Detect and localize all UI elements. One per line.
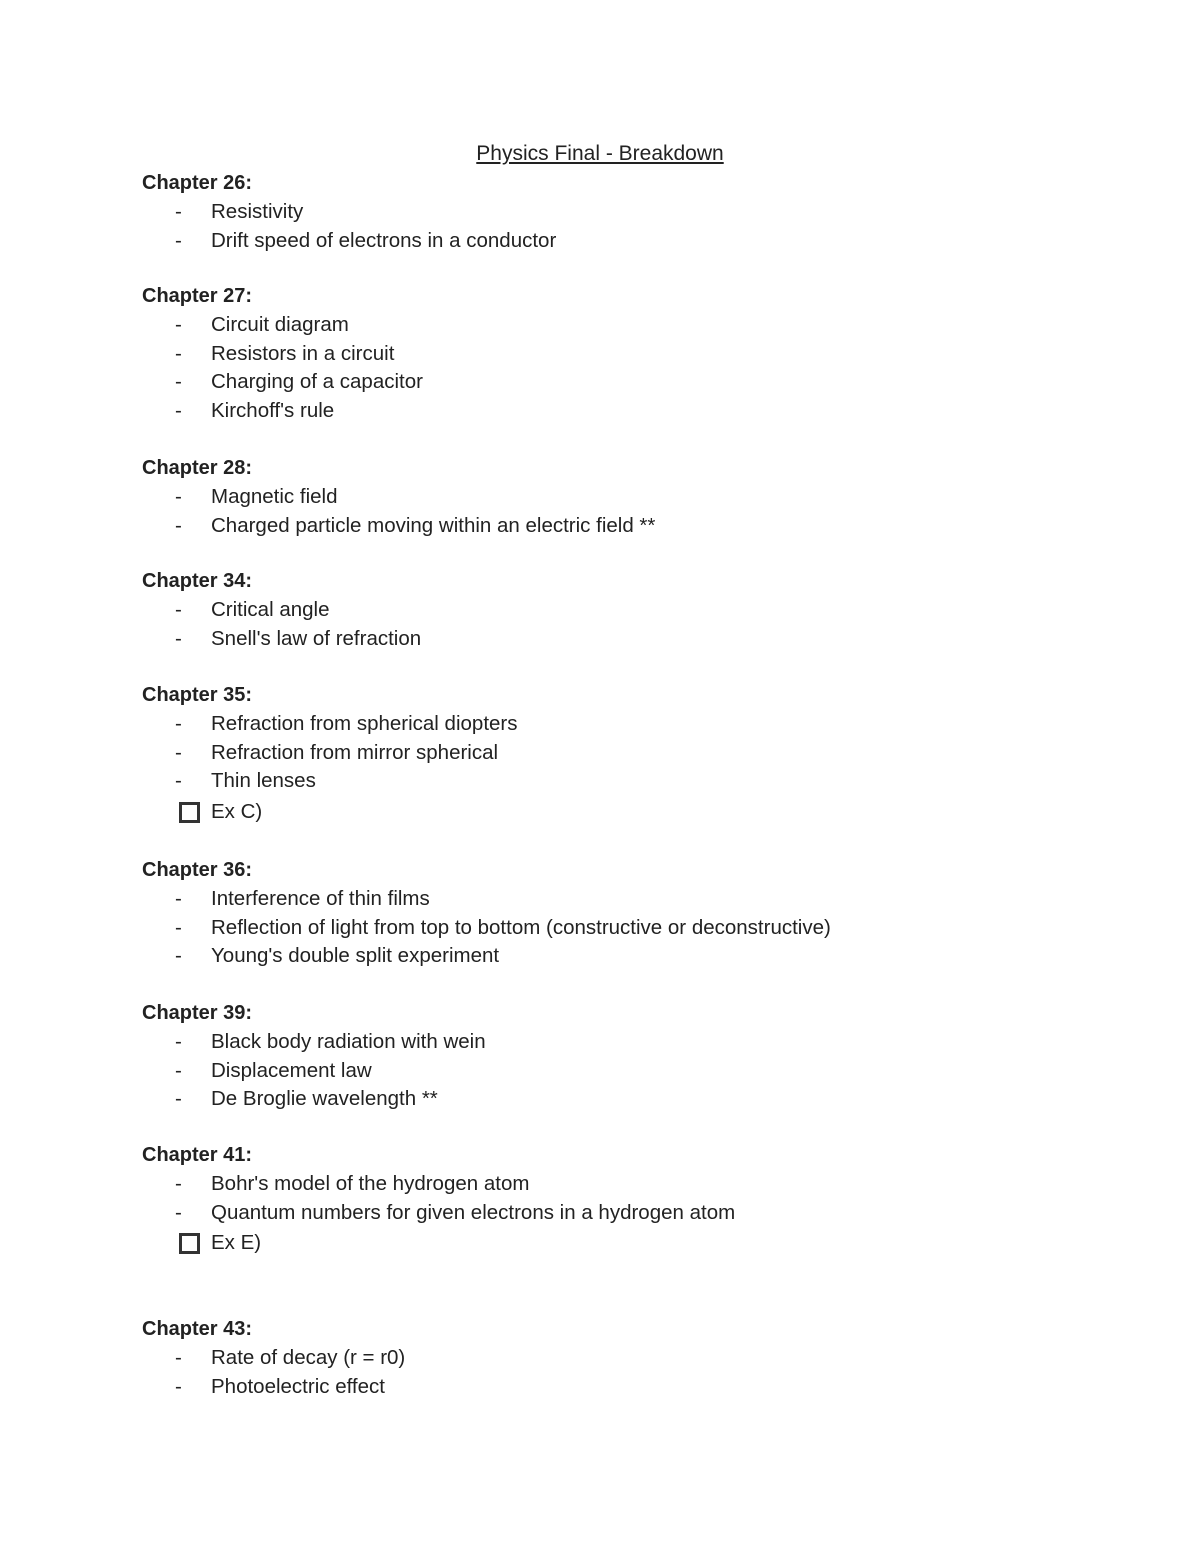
list-item-text: Charged particle moving within an electric field ** bbox=[211, 513, 656, 537]
dash-bullet: - bbox=[175, 769, 182, 793]
dash-bullet: - bbox=[175, 1058, 182, 1082]
chapter-heading: Chapter 43: bbox=[142, 1318, 253, 1340]
chapter-section bbox=[142, 455, 1042, 540]
chapter-heading: Chapter 27: bbox=[142, 285, 253, 307]
list-item-text: Resistors in a circuit bbox=[211, 341, 395, 365]
dash-bullet: - bbox=[175, 341, 182, 365]
dash-bullet: - bbox=[175, 915, 182, 939]
dash-bullet: - bbox=[175, 1374, 182, 1398]
list-item bbox=[142, 1170, 1042, 1199]
checklist-item-text: Ex C) bbox=[211, 800, 263, 824]
chapter-heading: Chapter 41: bbox=[142, 1144, 253, 1166]
dash-bullet: - bbox=[175, 313, 182, 336]
chapter-section bbox=[142, 283, 1042, 426]
chapter-heading: Chapter 35: bbox=[142, 684, 253, 706]
dash-bullet: - bbox=[175, 1030, 182, 1053]
list-item-text: Snell's law of refraction bbox=[211, 626, 422, 650]
chapter-heading: Chapter 36: bbox=[142, 859, 253, 881]
list-item bbox=[142, 397, 1042, 426]
list-item-text: Charging of a capacitor bbox=[211, 370, 423, 394]
checkbox-icon[interactable] bbox=[179, 1233, 200, 1254]
list-item-text: Quantum numbers for given electrons in a hydrogen atom bbox=[211, 1200, 736, 1224]
dash-bullet: - bbox=[175, 513, 182, 537]
list-item-text: De Broglie wavelength ** bbox=[211, 1087, 438, 1111]
dash-bullet: - bbox=[175, 740, 182, 764]
checklist-item bbox=[142, 1227, 1042, 1259]
dash-bullet: - bbox=[175, 200, 182, 223]
list-item bbox=[142, 198, 1042, 227]
dash-bullet: - bbox=[175, 1087, 182, 1111]
chapter-section bbox=[142, 857, 1042, 971]
chapter-section bbox=[142, 1316, 1042, 1401]
list-item-text: Critical angle bbox=[211, 598, 330, 621]
list-item-text: Interference of thin films bbox=[211, 887, 430, 910]
list-item bbox=[142, 368, 1042, 397]
list-item-text: Refraction from spherical diopters bbox=[211, 712, 518, 735]
list-item-text: Refraction from mirror spherical bbox=[211, 740, 499, 764]
dash-bullet: - bbox=[175, 887, 182, 910]
list-item-text: Kirchoff's rule bbox=[211, 399, 335, 423]
chapter-heading: Chapter 28: bbox=[142, 457, 253, 479]
list-item bbox=[142, 227, 1042, 256]
list-item-text: Reflection of light from top to bottom (constructive or deconstructive) bbox=[211, 915, 831, 939]
list-item-text: Displacement law bbox=[211, 1058, 372, 1082]
list-item-text: Circuit diagram bbox=[211, 313, 349, 336]
dash-bullet: - bbox=[175, 1172, 182, 1195]
list-item bbox=[142, 739, 1042, 768]
list-item bbox=[142, 885, 1042, 914]
dash-bullet: - bbox=[175, 1346, 182, 1369]
list-item bbox=[142, 311, 1042, 340]
list-item bbox=[142, 1085, 1042, 1114]
list-item bbox=[142, 1373, 1042, 1402]
checklist-item-text: Ex E) bbox=[211, 1231, 262, 1255]
list-item bbox=[142, 1057, 1042, 1086]
chapter-section bbox=[142, 1142, 1042, 1259]
list-item bbox=[142, 914, 1042, 943]
list-item bbox=[142, 767, 1042, 796]
chapter-section bbox=[142, 1000, 1042, 1114]
checklist-item bbox=[142, 796, 1042, 828]
list-item-text: Thin lenses bbox=[211, 769, 316, 793]
chapter-section bbox=[142, 568, 1042, 653]
list-item bbox=[142, 1028, 1042, 1057]
list-item-text: Young's double split experiment bbox=[211, 944, 500, 968]
dash-bullet: - bbox=[175, 626, 182, 650]
list-item-text: Drift speed of electrons in a conductor bbox=[211, 228, 557, 252]
dash-bullet: - bbox=[175, 598, 182, 621]
dash-bullet: - bbox=[175, 1200, 182, 1224]
list-item bbox=[142, 942, 1042, 971]
list-item-text: Bohr's model of the hydrogen atom bbox=[211, 1172, 530, 1195]
dash-bullet: - bbox=[175, 370, 182, 394]
list-item bbox=[142, 596, 1042, 625]
chapter-heading: Chapter 26: bbox=[142, 172, 253, 194]
list-item-text: Resistivity bbox=[211, 200, 304, 223]
list-item bbox=[142, 1199, 1042, 1228]
dash-bullet: - bbox=[175, 485, 182, 508]
document-title: Physics Final - Breakdown bbox=[476, 142, 724, 165]
chapter-heading: Chapter 39: bbox=[142, 1002, 253, 1024]
chapter-section bbox=[142, 682, 1042, 828]
list-item-text: Magnetic field bbox=[211, 485, 338, 508]
checkbox-icon[interactable] bbox=[179, 802, 200, 823]
list-item bbox=[142, 625, 1042, 654]
dash-bullet: - bbox=[175, 228, 182, 252]
dash-bullet: - bbox=[175, 399, 182, 423]
list-item bbox=[142, 710, 1042, 739]
list-item bbox=[142, 483, 1042, 512]
chapter-section bbox=[142, 170, 1042, 255]
dash-bullet: - bbox=[175, 944, 182, 968]
list-item-text: Rate of decay (r = r0) bbox=[211, 1346, 406, 1369]
list-item bbox=[142, 512, 1042, 541]
list-item-text: Black body radiation with wein bbox=[211, 1030, 486, 1053]
dash-bullet: - bbox=[175, 712, 182, 735]
list-item bbox=[142, 1344, 1042, 1373]
list-item-text: Photoelectric effect bbox=[211, 1374, 385, 1398]
chapter-heading: Chapter 34: bbox=[142, 570, 253, 592]
list-item bbox=[142, 340, 1042, 369]
